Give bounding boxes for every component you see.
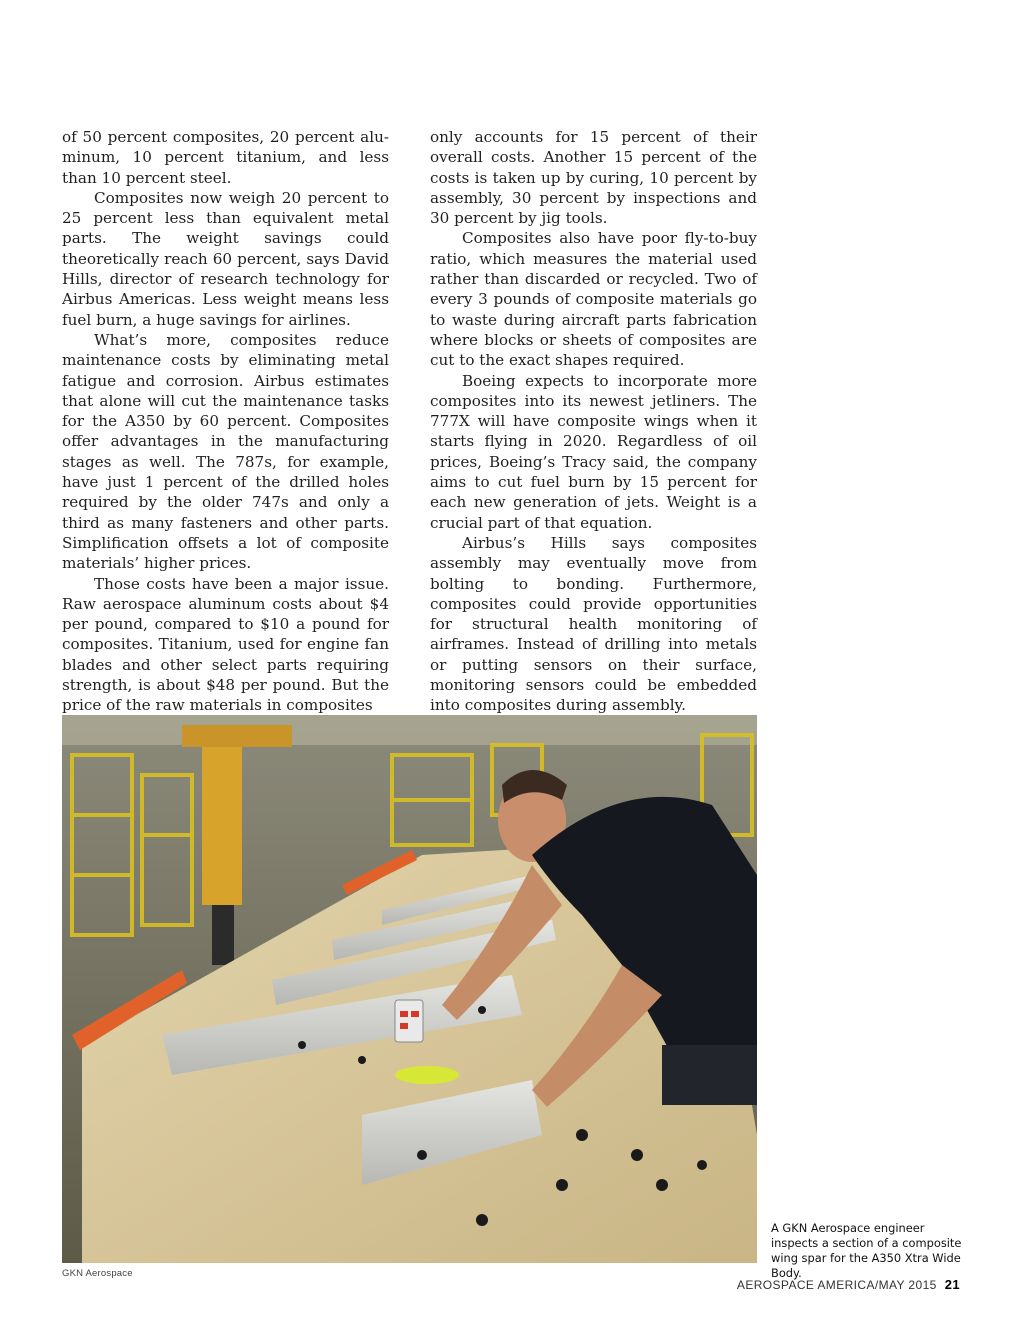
- paragraph: of 50 percent composites, 20 percent aluminum, 10 percent titanium, and less than 10 percent steel.: [62, 128, 389, 187]
- article-column-right: [430, 127, 757, 716]
- publication-name: AEROSPACE AMERICA/MAY 2015: [736, 1278, 937, 1292]
- paragraph: Airbus’s Hills says composites assembly may eventually move from bolting to bonding. Furthermore, composites could provide opportunities for structural health monitoring of airframes. Instead of drilling into metals or putting sensors on their surface, monitoring sensors could be embedded into composites during assembly.: [430, 533, 757, 715]
- paragraph: What’s more, composites reduce maintenance costs by eliminating metal fatigue and corrosion. Airbus estimates that alone will cut the maintenance tasks for the A350 by 60 percent. Composites offer advantages in the manufacturing stages as well. The 787s, for example, have just 1 percent of the drilled holes required by the older 747s and only a third as many fasteners and other parts. Simplification offsets a lot of composite materials’ higher prices.: [62, 330, 389, 573]
- photo-caption: A GKN Aerospace engineer inspects a section of a composite wing spar for the A350 Xtra Wide Body.: [771, 1221, 962, 1280]
- paragraph: Those costs have been a major issue. Raw aerospace aluminum costs about $4 per pound, compared to $10 a pound for composites. Titanium, used for engine fan blades and other select parts requiring strength, is about $48 per pound. But the price of the raw materials in composites: [62, 574, 389, 715]
- paragraph: Composites now weigh 20 percent to 25 percent less than equivalent metal parts. The weight savings could theoretically reach 60 percent, says David Hills, director of research technology for Airbus Americas. Less weight means less fuel burn, a huge savings for airlines.: [62, 188, 389, 329]
- page-number: 21: [944, 1277, 960, 1292]
- photo-credit: GKN Aerospace: [62, 1268, 133, 1279]
- page-footer: [737, 1277, 960, 1292]
- article-column-left: [62, 127, 389, 716]
- paragraph: only accounts for 15 percent of their overall costs. Another 15 percent of the costs is taken up by curing, 10 percent by assembly, 30 percent by inspections and 30 percent by jig tools.: [430, 128, 757, 228]
- factory-photo: [62, 715, 757, 1263]
- paragraph: Composites also have poor fly-to-buy ratio, which measures the material used rather than discarded or recycled. Two of every 3 pounds of composite materials go to waste during aircraft parts fabrication where blocks or sheets of composites are cut to the exact shapes required.: [430, 229, 757, 370]
- paragraph: Boeing expects to incorporate more composites into its newest jetliners. The 777X will have composite wings when it starts flying in 2020. Regardless of oil prices, Boeing’s Tracy said, the company aims to cut fuel burn by 15 percent for each new generation of jets. Weight is a crucial part of that equation.: [430, 371, 757, 532]
